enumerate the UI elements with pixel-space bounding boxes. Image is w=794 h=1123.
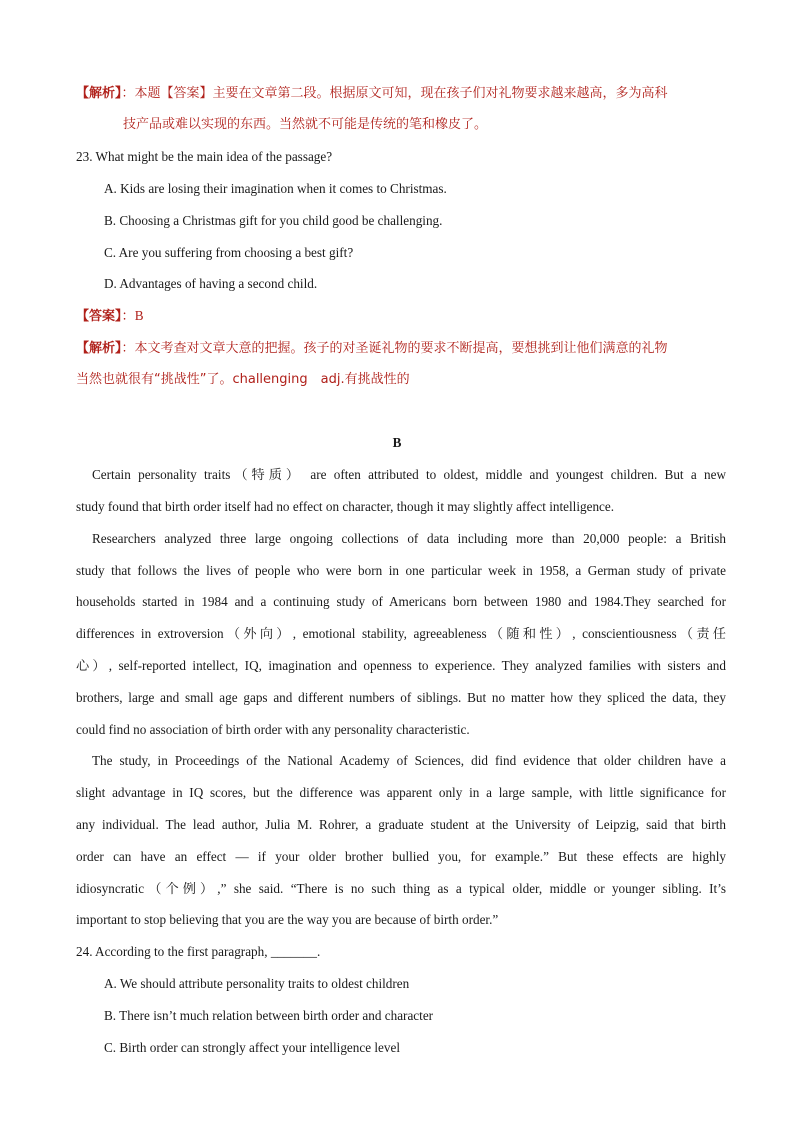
q24-option-c: C. Birth order can strongly affect your intelligence level xyxy=(104,1040,401,1055)
passage-line: important to stop believing that you are the way you are because of birth order.” xyxy=(76,912,499,927)
passage-line: 心）, self-reported intellect, IQ, imagination and openness to experience. They analyzed families with sisters and xyxy=(76,658,726,673)
passage-line: Certain personality traits（特质） are often attributed to oldest, middle and youngest children. But a new xyxy=(92,467,726,482)
q23-analysis-line2: 当然也就很有“挑战性”了。challenging adj.有挑战性的 xyxy=(76,372,410,387)
passage-line: The study, in Proceedings of the National Academy of Sciences, did find evidence that older children have a xyxy=(92,753,726,768)
passage-line: any individual. The lead author, Julia M. Rohrer, a graduate student at the University of Leipzig, said that birth xyxy=(76,817,726,832)
analysis-tag: 【解析】 xyxy=(76,86,122,101)
passage-line: brothers, large and small age gaps and different numbers of siblings. But no matter how they spliced the data, they xyxy=(76,690,726,705)
passage-line: differences in extroversion（外向）, emotional stability, agreeableness（随和性）, conscientiousness（责任 xyxy=(76,626,726,641)
passage-line: slight advantage in IQ scores, but the difference was apparent only in a large sample, with little significance for xyxy=(76,785,726,800)
analysis-prev-line1 xyxy=(76,84,668,103)
analysis-text: ：本文考查对文章大意的把握。孩子的对圣诞礼物的要求不断提高，要想挑到让他们满意的礼物 xyxy=(121,341,668,356)
q24-option-b: B. There isn’t much relation between birth order and character xyxy=(104,1008,434,1023)
passage-line: study that follows the lives of people who were born in one particular week in 1958, a German study of private xyxy=(76,563,726,578)
passage-line: Researchers analyzed three large ongoing collections of data including more than 20,000 people: a British xyxy=(92,531,726,546)
q23-analysis-line1 xyxy=(76,339,668,358)
q23-option-c: C. Are you suffering from choosing a best gift? xyxy=(104,245,354,260)
q23-answer xyxy=(76,307,144,326)
answer-tag: 【答案】 xyxy=(76,309,122,324)
section-heading-b: B xyxy=(392,435,402,450)
q23-option-a: A. Kids are losing their imagination when it comes to Christmas. xyxy=(104,181,447,196)
passage-line: could find no association of birth order with any personality characteristic. xyxy=(76,722,470,737)
question-24: 24. According to the first paragraph, _______. xyxy=(76,944,321,959)
q24-option-a: A. We should attribute personality traits to oldest children xyxy=(104,976,410,991)
answer-value: ：B xyxy=(121,308,144,323)
passage-line: households started in 1984 and a continuing study of Americans born between 1980 and 1984.They searched for xyxy=(76,594,726,609)
passage-line: idiosyncratic（个例）,” she said. “There is no such thing as a typical older, middle or younger sibling. It’s xyxy=(76,881,726,896)
analysis-tag: 【解析】 xyxy=(76,341,122,356)
q23-option-d: D. Advantages of having a second child. xyxy=(104,276,318,291)
q23-option-b: B. Choosing a Christmas gift for you child good be challenging. xyxy=(104,213,443,228)
question-23: 23. What might be the main idea of the passage? xyxy=(76,149,333,164)
passage-line: order can have an effect — if your older brother bullied you, for example.” But these effects are highly xyxy=(76,849,726,864)
analysis-text: ：本题【答案】主要在文章第二段。根据原文可知，现在孩子们对礼物要求越来越高，多为高科 xyxy=(121,86,668,101)
analysis-prev-line2: 技产品或难以实现的东西。当然就不可能是传统的笔和橡皮了。 xyxy=(123,117,488,132)
passage-line: study found that birth order itself had no effect on character, though it may slightly affect intelligence. xyxy=(76,499,615,514)
